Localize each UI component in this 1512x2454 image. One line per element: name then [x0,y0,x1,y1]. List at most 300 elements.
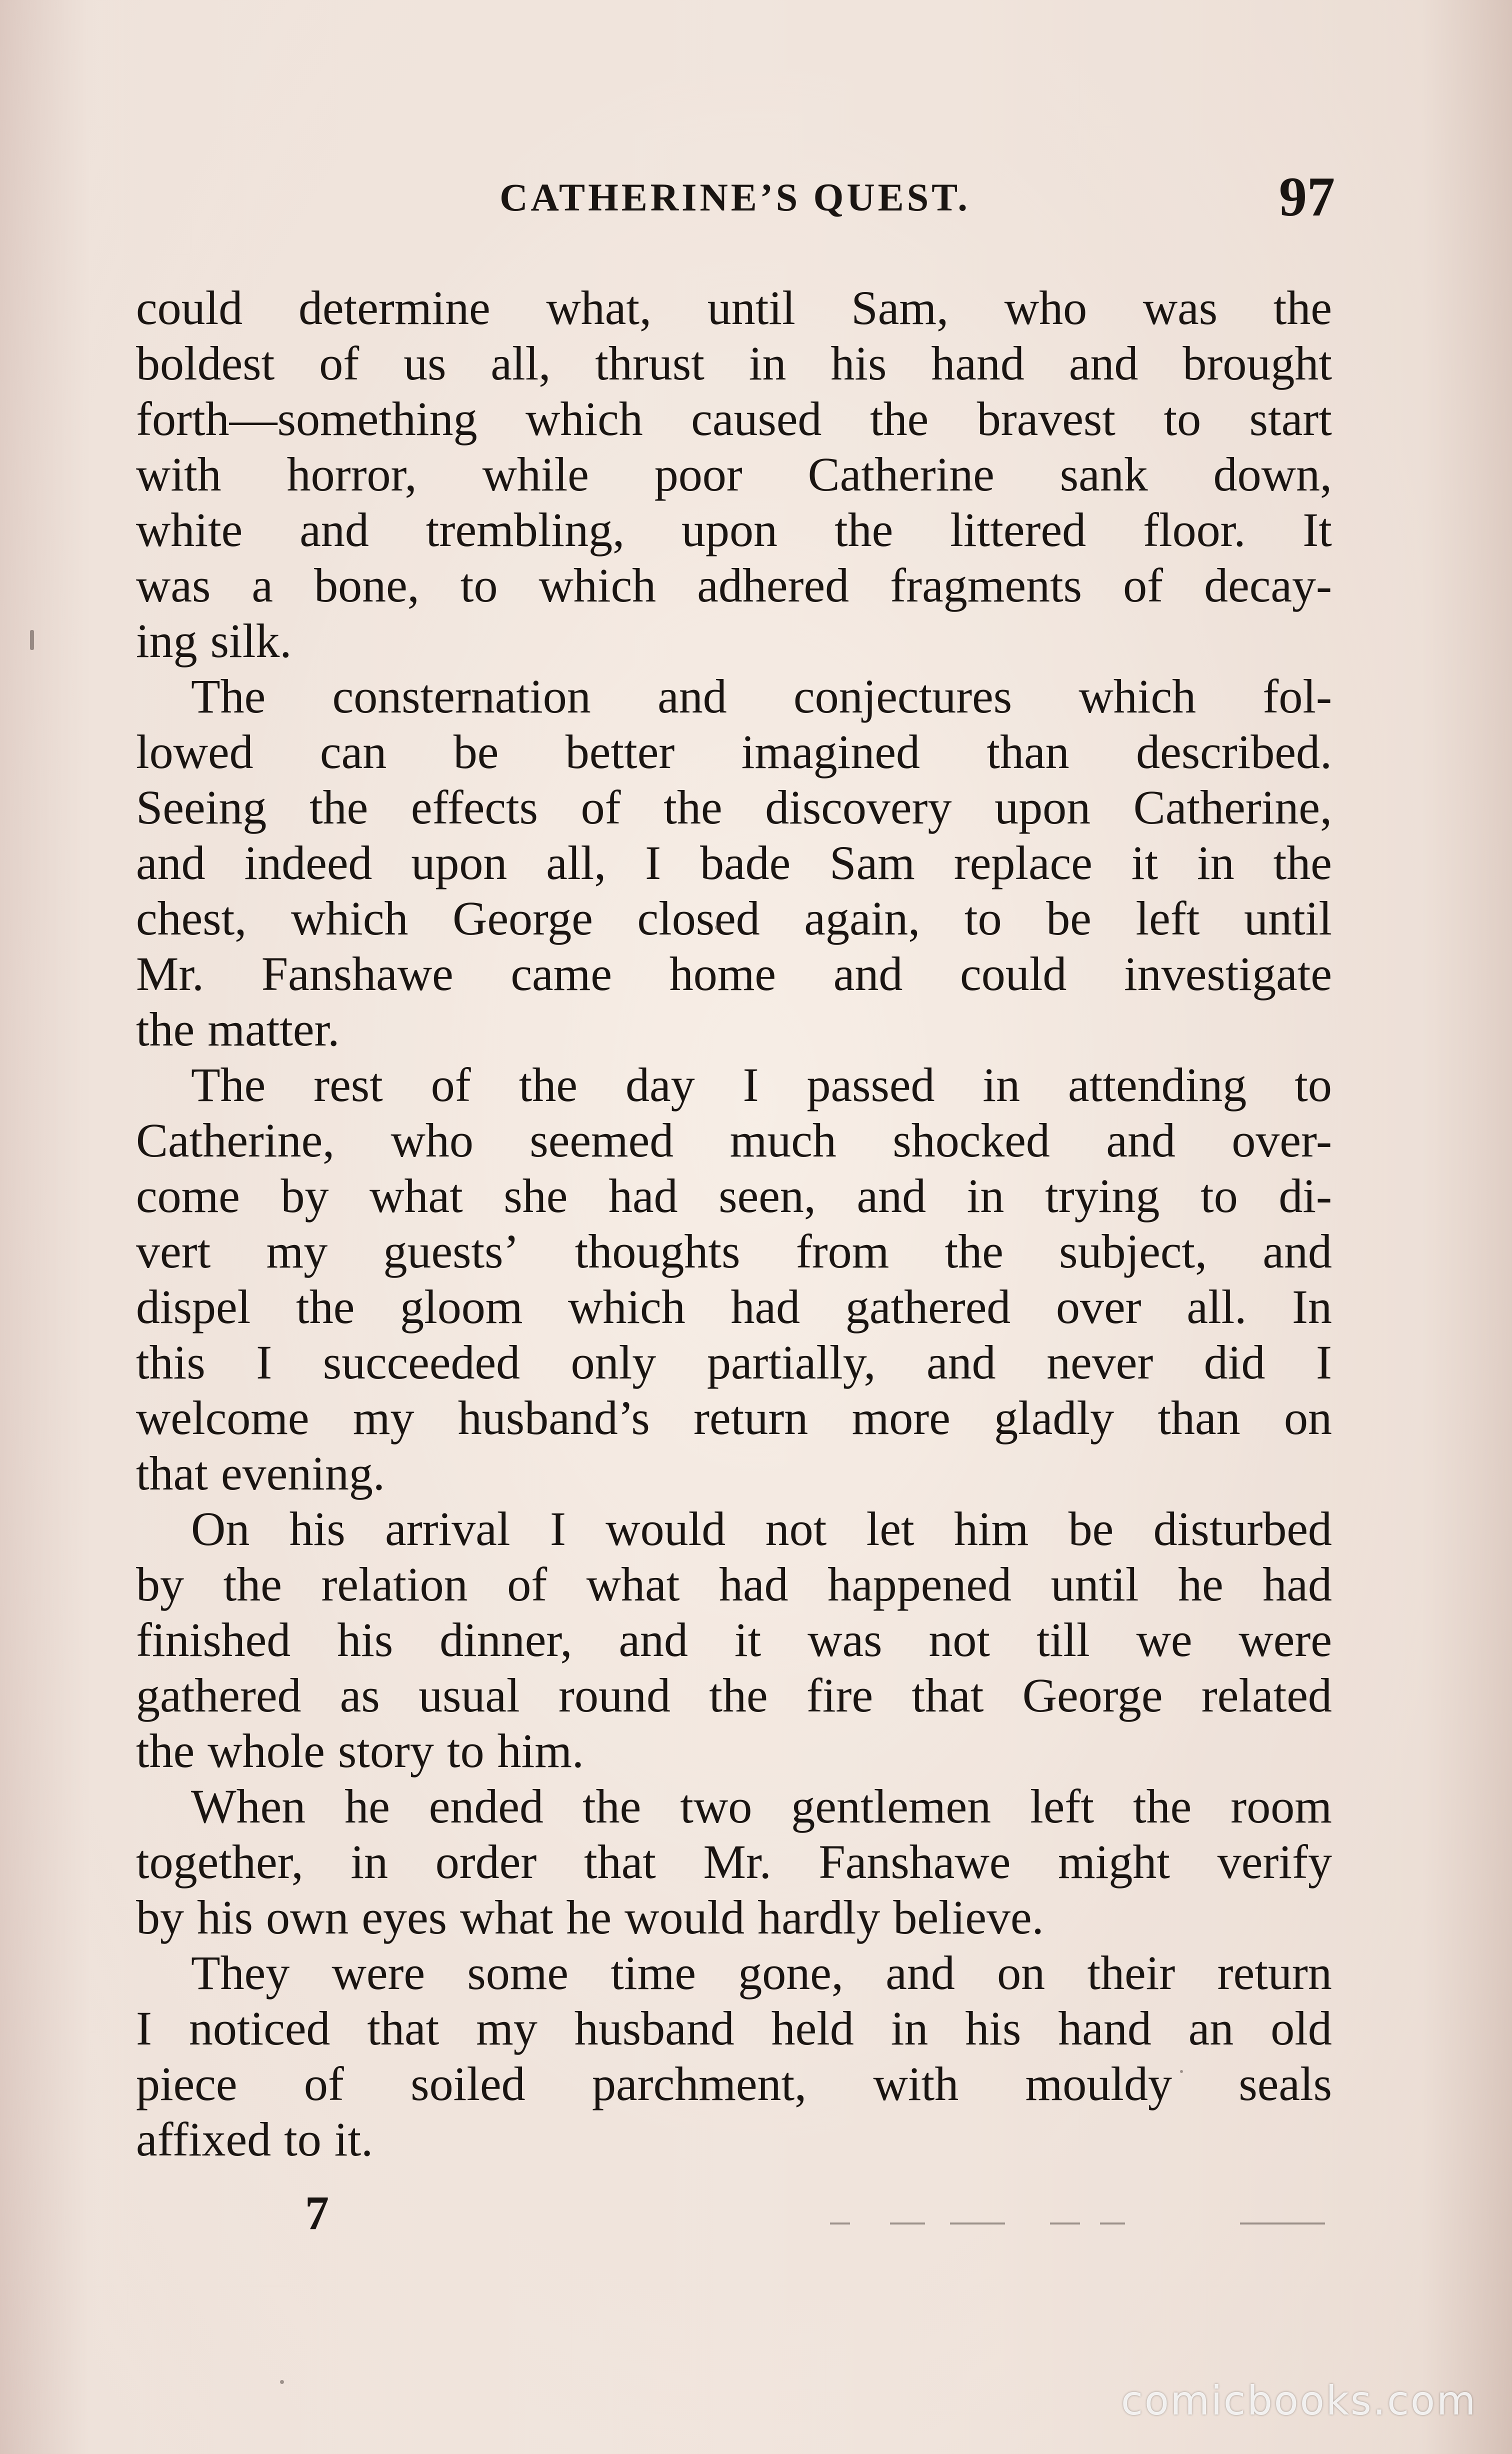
word: until [1050,1558,1139,1611]
word: was [1142,281,1218,334]
word: I [1316,1336,1332,1389]
word: and [1262,1224,1332,1278]
word: had [608,1169,678,1222]
text-line [136,2056,1332,2112]
word: Fanshawe [261,947,454,1000]
word: bravest [976,392,1116,446]
word: horror, [286,448,417,501]
word: and [300,503,369,556]
text-line [136,1446,1332,1501]
word: left [1030,1780,1094,1833]
word: whole [208,1724,325,1778]
body-text [136,280,1332,2167]
word: return [694,1391,808,1444]
word: story [338,1724,434,1778]
word: discovery [765,780,952,834]
word: upon [682,503,778,556]
word: can [320,725,387,778]
word: it [734,1613,762,1666]
word: we [1136,1613,1192,1666]
word: related [1201,1668,1332,1722]
text-line [136,946,1332,1002]
word: seemed [530,1114,674,1167]
word: his [337,1613,394,1666]
word: of [507,1558,548,1611]
word: soiled [410,2057,526,2110]
word: white [136,503,243,556]
word: verify [1217,1835,1332,1888]
word: the [296,1280,355,1334]
word: which [1078,670,1196,723]
word: he [566,1890,612,1944]
text-line [136,724,1332,780]
word: were [332,1946,426,2000]
word: to [1294,1058,1332,1112]
word: and [1106,1114,1176,1167]
word: indeed [244,836,372,890]
word: hand [1058,2002,1152,2055]
word: to [964,892,1002,945]
word: usual [418,1668,520,1722]
word: bone, [314,558,420,612]
word: floor. [1143,503,1246,556]
word: to [1164,392,1202,446]
word: which [290,892,408,945]
word: upon [411,836,508,890]
word: The [191,1058,266,1112]
word: I [550,1502,566,1556]
word: guests’ [383,1224,520,1278]
word: would [624,1890,745,1944]
paper-speck [280,2380,284,2384]
word: gentlemen [791,1780,992,1833]
word: did [1204,1336,1266,1389]
text-line [136,1612,1332,1668]
page-number: 97 [1279,166,1335,228]
word: not [765,1502,827,1556]
word: ended [428,1780,544,1833]
word: When [191,1780,306,1833]
word: piece [136,2057,238,2110]
word: might [1058,1835,1170,1888]
word: down, [1213,448,1332,501]
word: us [404,336,446,390]
word: upon [994,780,1091,834]
text-line [136,1668,1332,1723]
word: that [912,1668,984,1722]
word: the [223,1558,282,1611]
word: by [136,1890,184,1944]
word: had [730,1280,800,1334]
word: Sam [830,836,915,890]
text-line [136,890,1332,946]
word: order [435,1835,537,1888]
word: shocked [892,1114,1050,1167]
word: all, [490,336,551,390]
word: the [1273,281,1332,334]
word: that [367,2002,440,2055]
word: and [1068,336,1138,390]
page-header [135,165,1335,240]
word: let [866,1502,914,1556]
word: with [873,2057,959,2110]
word: not [928,1613,990,1666]
word: dinner, [440,1613,572,1666]
word: thoughts [574,1224,740,1278]
word: had [1262,1558,1332,1611]
word: boldest [136,336,275,390]
word: this [136,1336,206,1389]
word: in [890,2002,928,2055]
text-line [136,1002,1332,1057]
word: in [966,1169,1004,1222]
word: of [1123,558,1164,612]
word: Catherine, [1133,780,1332,834]
word: would [606,1502,726,1556]
word: who [1004,281,1088,334]
word: his [197,1890,254,1944]
word: parchment, [592,2057,807,2110]
word: happened [828,1558,1012,1611]
word: described. [1136,725,1332,778]
word: again, [804,892,920,945]
word: caused [691,392,822,446]
word: Fanshawe [818,1835,1011,1888]
word: determine [298,281,490,334]
word: affixed [136,2112,272,2166]
word: the [1132,1780,1192,1833]
word: start [1249,392,1332,446]
word: day [625,1058,695,1112]
text-line [136,1723,1332,1778]
word: on [997,1946,1046,2000]
word: closed [637,892,760,945]
text-line [136,835,1332,890]
text-line [136,446,1332,502]
word: the [136,1002,195,1056]
running-head: CATHERINE’S QUEST. [500,176,970,219]
text-line [136,1168,1332,1224]
word: round [558,1668,670,1722]
word: attending [1068,1058,1247,1112]
word: to [460,558,498,612]
text-line [136,1224,1332,1279]
text-line [136,1945,1332,2000]
word: came [510,947,612,1000]
word: It [1302,503,1332,556]
text-line [136,502,1332,558]
word: trembling, [426,503,625,556]
word: Catherine, [136,1114,335,1167]
word: of [430,1058,471,1112]
word: come [136,1169,240,1222]
word: passed [806,1058,935,1112]
word: which [538,558,656,612]
word: forth—something [136,392,478,446]
paper-speck [30,630,34,650]
word: what [370,1169,463,1222]
word: They [191,1946,290,2000]
word: him [954,1502,1029,1556]
watermark-text: comicbooks.com [1120,2378,1477,2424]
word: left [1136,892,1200,945]
word: disturbed [1153,1502,1332,1556]
text-line [136,1334,1332,1390]
text-line [136,1778,1332,1834]
word: over [1056,1280,1142,1334]
word: brought [1182,336,1332,390]
word: hardly [758,1890,880,1944]
word: and [926,1336,996,1389]
word: be [1046,892,1092,945]
word: room [1230,1780,1332,1833]
word: ing [136,614,198,668]
word: some [467,1946,569,2000]
word: till [1036,1613,1090,1666]
text-line [136,1057,1332,1112]
word: his [830,336,887,390]
word: time [610,1946,696,2000]
word: to [446,1724,484,1778]
word: gathered [845,1280,1011,1334]
word: Sam, [851,281,949,334]
word: was [808,1613,882,1666]
word: I [742,1058,759,1112]
text-line [136,668,1332,724]
word: own [266,1890,349,1944]
word: fragments [890,558,1082,612]
text-line [136,558,1332,613]
word: conjectures [794,670,1012,723]
word: over- [1232,1114,1332,1167]
word: while [482,448,589,501]
word: that [136,1446,208,1500]
word: lowed [136,725,254,778]
word: it. [334,2112,374,2166]
word: rest [314,1058,383,1112]
word: to [1200,1169,1238,1222]
word: she [504,1169,568,1222]
word: a [252,558,273,612]
paper-speck [715,925,720,930]
text-line [136,1112,1332,1168]
word: old [1270,2002,1332,2055]
word: imagined [741,725,920,778]
word: partially, [706,1336,876,1389]
word: subject, [1059,1224,1208,1278]
word: until [1244,892,1332,945]
word: and [833,947,903,1000]
word: only [570,1336,656,1389]
word: believe. [893,1890,1044,1944]
word: who [390,1114,474,1167]
word: together, [136,1835,304,1888]
word: gone, [738,1946,844,2000]
word: with [136,448,222,501]
word: all, [546,836,606,890]
word: never [1046,1336,1154,1389]
word: George [1022,1668,1163,1722]
word: better [565,725,675,778]
word: by [136,1558,184,1611]
word: and [856,1169,926,1222]
text-line [136,1834,1332,1890]
word: of [580,780,621,834]
word: be [453,725,499,778]
word: effects [410,780,538,834]
text-line [136,613,1332,668]
word: which [526,392,643,446]
word: by [280,1169,329,1222]
word: in [748,336,786,390]
word: gladly [994,1391,1114,1444]
word: my [266,1224,328,1278]
word: were [1238,1613,1332,1666]
word: mouldy [1025,2057,1172,2110]
word: Mr. [703,1835,772,1888]
word: replace [954,836,1092,890]
word: I [256,1336,272,1389]
word: return [1217,1946,1332,2000]
word: hand [931,336,1024,390]
word: had [718,1558,788,1611]
word: thrust [595,336,704,390]
signature-mark: 7 [305,2186,329,2240]
word: was [136,558,211,612]
word: On [191,1502,250,1556]
word: the [944,1224,1004,1278]
word: gloom [400,1280,523,1334]
word: and [136,836,206,890]
word: in [1197,836,1234,890]
text-line [136,1890,1332,1945]
word: The [191,670,266,723]
word: husband [574,2002,734,2055]
word: he [344,1780,390,1833]
word: investigate [1124,947,1332,1000]
word: vert [136,1224,211,1278]
word: trying [1045,1169,1160,1222]
word: seen, [718,1169,816,1222]
paper-speck [1180,2070,1183,2073]
word: In [1292,1280,1332,1334]
word: could [960,947,1067,1000]
word: Mr. [136,947,204,1000]
word: George [452,892,593,945]
word: on [1284,1391,1332,1444]
word: his [289,1502,346,1556]
word: my [352,1391,414,1444]
word: be [1068,1502,1114,1556]
word: his [965,2002,1022,2055]
text-line [136,336,1332,391]
word: held [771,2002,854,2055]
text-line [136,2000,1332,2056]
word: silk. [210,614,292,668]
word: all. [1186,1280,1247,1334]
word: their [1087,1946,1176,2000]
word: poor [654,448,742,501]
word: dispel [136,1280,251,1334]
word: more [852,1391,950,1444]
word: consternation [332,670,591,723]
word: and [658,670,727,723]
word: the [582,1780,642,1833]
word: the [518,1058,578,1112]
word: finished [136,1613,291,1666]
word: what [586,1558,680,1611]
word: to [284,2112,322,2166]
word: the [309,780,368,834]
word: what, [546,281,652,334]
word: could [136,281,243,334]
text-line [136,1390,1332,1446]
printer-rule-marks [830,2222,1330,2226]
word: the [834,503,894,556]
word: di- [1278,1169,1332,1222]
word: and [886,1946,955,2000]
word: from [796,1224,890,1278]
word: bade [700,836,791,890]
word: he [1178,1558,1224,1611]
word: as [340,1668,380,1722]
word: relation [321,1558,468,1611]
word: arrival [385,1502,510,1556]
word: gathered [136,1668,302,1722]
word: the [664,780,722,834]
word: and [618,1613,688,1666]
word: the [709,1668,768,1722]
word: my [476,2002,538,2055]
word: Catherine [808,448,994,501]
word: Seeing [136,780,267,834]
word: welcome [136,1391,310,1444]
word: him. [497,1724,584,1778]
word: sank [1060,448,1148,501]
word: the [136,1724,195,1778]
word: what [460,1890,554,1944]
word: of [304,2057,344,2110]
word: littered [950,503,1086,556]
word: than [986,725,1070,778]
word: fol- [1262,670,1332,723]
word: noticed [188,2002,330,2055]
word: evening. [220,1446,385,1500]
text-line [136,780,1332,835]
word: until [707,281,796,334]
word: husband’s [458,1391,650,1444]
word: I [136,2002,152,2055]
word: much [730,1114,836,1167]
text-line [136,1279,1332,1334]
text-line [136,280,1332,336]
text-line [136,1556,1332,1612]
text-line [136,1501,1332,1556]
word: chest, [136,892,247,945]
word: than [1158,1391,1240,1444]
word: home [669,947,776,1000]
word: I [645,836,662,890]
word: two [680,1780,752,1833]
word: succeeded [322,1336,520,1389]
word: of [319,336,360,390]
word: matter. [208,1002,340,1056]
word: which [568,1280,686,1334]
word: it [1131,836,1158,890]
word: an [1188,2002,1234,2055]
word: that [584,1835,656,1888]
text-line [136,391,1332,446]
